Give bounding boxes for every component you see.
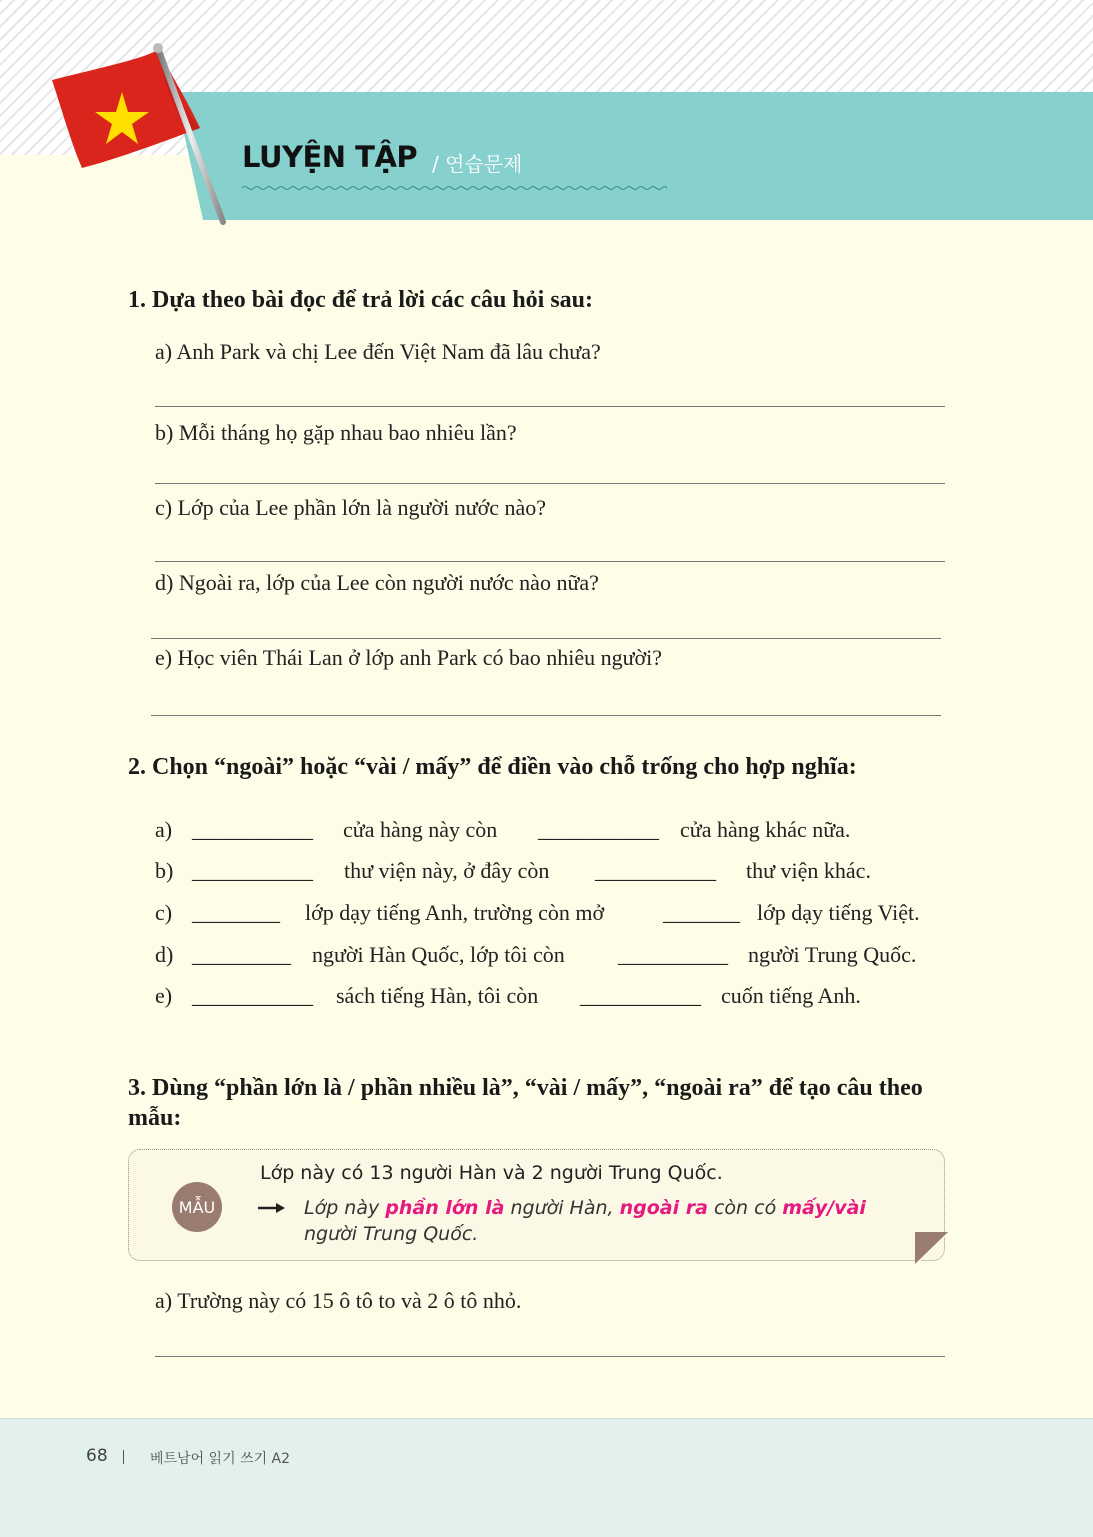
page-number: 68 (86, 1446, 108, 1466)
arrow-right-icon (258, 1201, 286, 1215)
answer-line-3a[interactable] (155, 1356, 945, 1357)
book-title: 베트남어 읽기 쓰기 A2 (150, 1451, 291, 1467)
fill-text: lớp dạy tiếng Việt. (757, 900, 920, 925)
fill-blank[interactable]: ________ (192, 900, 280, 925)
fill-text: lớp dạy tiếng Anh, trường còn mở (305, 900, 605, 925)
fill-blank[interactable]: ___________ (192, 858, 313, 883)
vietnam-flag-icon (50, 40, 240, 230)
question-1c: c) Lớp của Lee phần lớn là người nước nào? (155, 495, 547, 520)
fill-text: cửa hàng này còn (343, 817, 498, 842)
fill-label: d) (155, 942, 174, 967)
answer-line-1d[interactable] (151, 638, 941, 639)
fill-blank[interactable]: ___________ (595, 858, 716, 883)
fill-label: e) (155, 983, 173, 1008)
fill-blank[interactable]: ___________ (192, 817, 313, 842)
answer-line-1c[interactable] (155, 561, 945, 562)
page-title: LUYỆN TẬP (242, 140, 418, 174)
footer-separator (123, 1450, 124, 1464)
question-3a: a) Trường này có 15 ô tô to và 2 ô tô nhỏ. (155, 1288, 522, 1313)
sample-badge: MẪU (172, 1182, 222, 1232)
highlight-phrase: phần lớn là (385, 1197, 505, 1219)
fill-text: thư viện khác. (746, 858, 871, 883)
highlight-phrase: ngoài ra (619, 1197, 708, 1219)
fill-text: thư viện này, ở đây còn (344, 858, 550, 883)
fill-text: người Trung Quốc. (748, 942, 917, 967)
question-1b: b) Mỗi tháng họ gặp nhau bao nhiêu lần? (155, 420, 517, 445)
fill-blank[interactable]: ___________ (538, 817, 659, 842)
section-2-title: 2. Chọn “ngoài” hoặc “vài / mấy” để điền vào chỗ trống cho hợp nghĩa: (128, 754, 857, 780)
question-1e: e) Học viên Thái Lan ở lớp anh Park có bao nhiêu người? (155, 645, 663, 670)
fill-blank[interactable]: ___________ (192, 983, 313, 1008)
answer-line-1a[interactable] (155, 406, 945, 407)
fill-blank[interactable]: __________ (618, 942, 728, 967)
question-1a: a) Anh Park và chị Lee đến Việt Nam đã lâu chưa? (155, 339, 601, 364)
section-3-title: 3. Dùng “phần lớn là / phần nhiều là”, “vài / mấy”, “ngoài ra” để tạo câu theo mẫu: (128, 1075, 923, 1131)
sample-answer: Lớp này phần lớn là người Hàn, ngoài ra còn có mấy/vài người Trung Quốc. (304, 1197, 866, 1245)
section-1-title: 1. Dựa theo bài đọc để trả lời các câu hỏi sau: (128, 287, 594, 313)
page-subtitle: / 연습문제 (432, 152, 523, 176)
fill-blank[interactable]: _________ (192, 942, 291, 967)
highlight-phrase: mấy/vài (782, 1197, 866, 1219)
answer-line-1b[interactable] (155, 483, 945, 484)
fill-text: cuốn tiếng Anh. (721, 983, 861, 1008)
page-footer (0, 1418, 1093, 1537)
fill-label: b) (155, 858, 174, 883)
fill-blank[interactable]: _______ (663, 900, 740, 925)
answer-line-1e[interactable] (151, 715, 941, 716)
fill-label: c) (155, 900, 173, 925)
fill-text: cửa hàng khác nữa. (680, 817, 851, 842)
question-1d: d) Ngoài ra, lớp của Lee còn người nước nào nữa? (155, 570, 599, 595)
fill-text: người Hàn Quốc, lớp tôi còn (312, 942, 565, 967)
fill-label: a) (155, 817, 173, 842)
fill-blank[interactable]: ___________ (580, 983, 701, 1008)
title-wave-underline (242, 184, 667, 192)
fill-text: sách tiếng Hàn, tôi còn (336, 983, 539, 1008)
sample-sentence: Lớp này có 13 người Hàn và 2 người Trung Quốc. (260, 1162, 723, 1184)
